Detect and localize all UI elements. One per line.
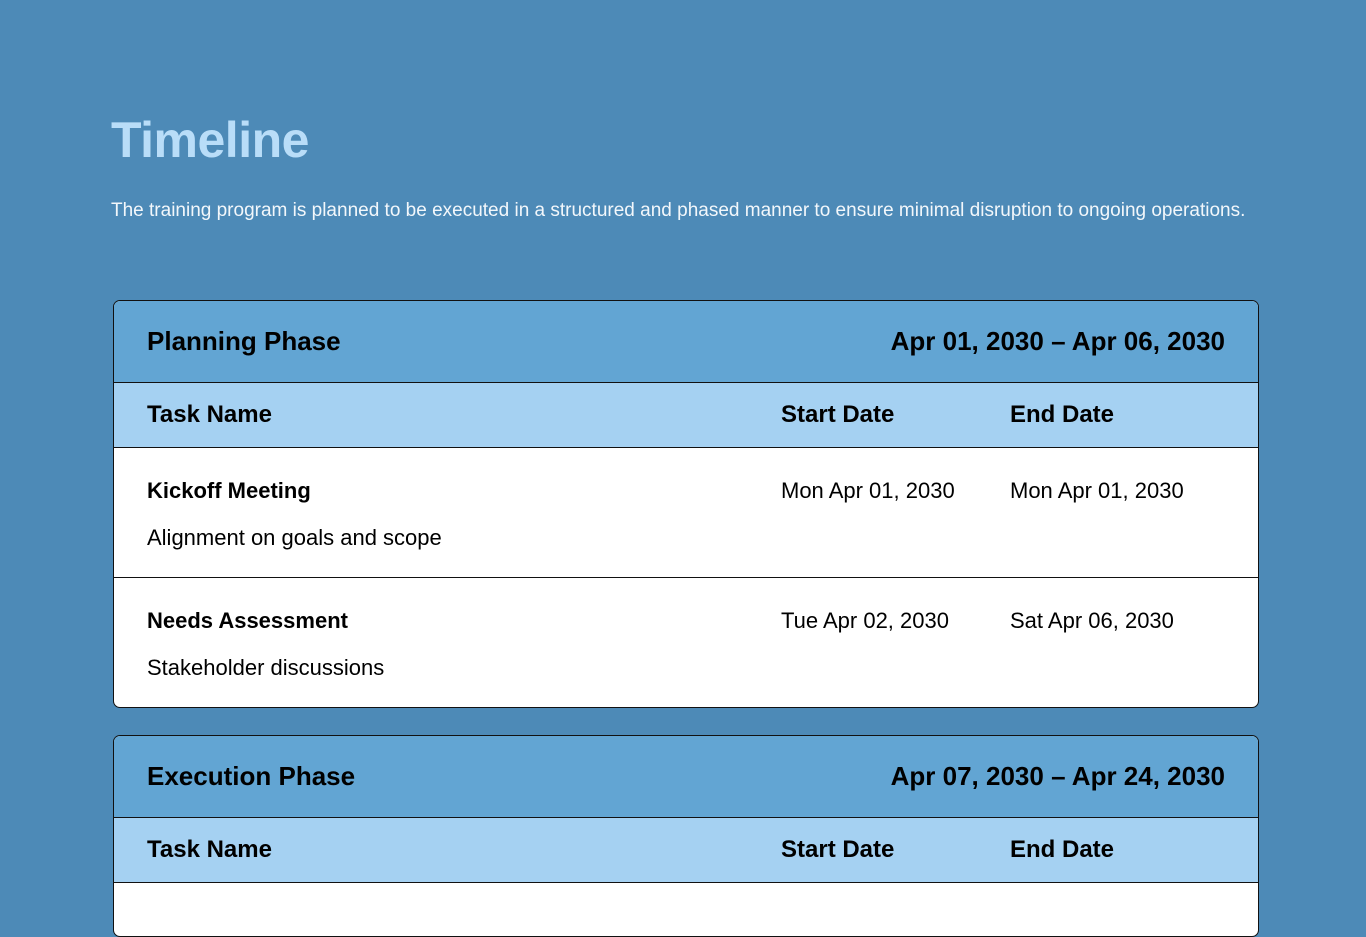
task-start: Tue Apr 02, 2030 bbox=[781, 608, 949, 633]
column-header bbox=[114, 383, 1258, 448]
task-start: Mon Apr 01, 2030 bbox=[781, 478, 955, 503]
task-name: Needs Assessment bbox=[147, 608, 348, 633]
phase-range: Apr 07, 2030 – Apr 24, 2030 bbox=[890, 761, 1225, 791]
task-description: Stakeholder discussions bbox=[147, 655, 385, 680]
task-description: Alignment on goals and scope bbox=[147, 525, 442, 550]
col-task-name: Task Name bbox=[147, 401, 272, 428]
intro-text: The training program is planned to be executed in a structured and phased manner to ensure minimal disruption to ongoing operations. bbox=[111, 200, 1246, 221]
phase-range: Apr 01, 2030 – Apr 06, 2030 bbox=[890, 326, 1225, 356]
phase-header bbox=[114, 301, 1258, 383]
table-row bbox=[114, 578, 1258, 707]
phase-name: Planning Phase bbox=[147, 326, 341, 356]
col-end-date: End Date bbox=[1010, 836, 1115, 863]
page-title: Timeline bbox=[111, 112, 309, 168]
task-name: Kickoff Meeting bbox=[147, 478, 311, 503]
task-end: Sat Apr 06, 2030 bbox=[1010, 608, 1174, 633]
table-row bbox=[114, 448, 1258, 578]
col-task-name: Task Name bbox=[147, 836, 272, 863]
task-end: Mon Apr 01, 2030 bbox=[1010, 478, 1184, 503]
col-end-date: End Date bbox=[1010, 401, 1115, 428]
column-header bbox=[114, 818, 1258, 883]
col-start-date: Start Date bbox=[781, 401, 895, 428]
phase-card-planning bbox=[113, 300, 1259, 708]
phase-header bbox=[114, 736, 1258, 818]
phase-name: Execution Phase bbox=[147, 761, 356, 791]
col-start-date: Start Date bbox=[781, 836, 895, 863]
phase-card-execution bbox=[113, 735, 1259, 937]
